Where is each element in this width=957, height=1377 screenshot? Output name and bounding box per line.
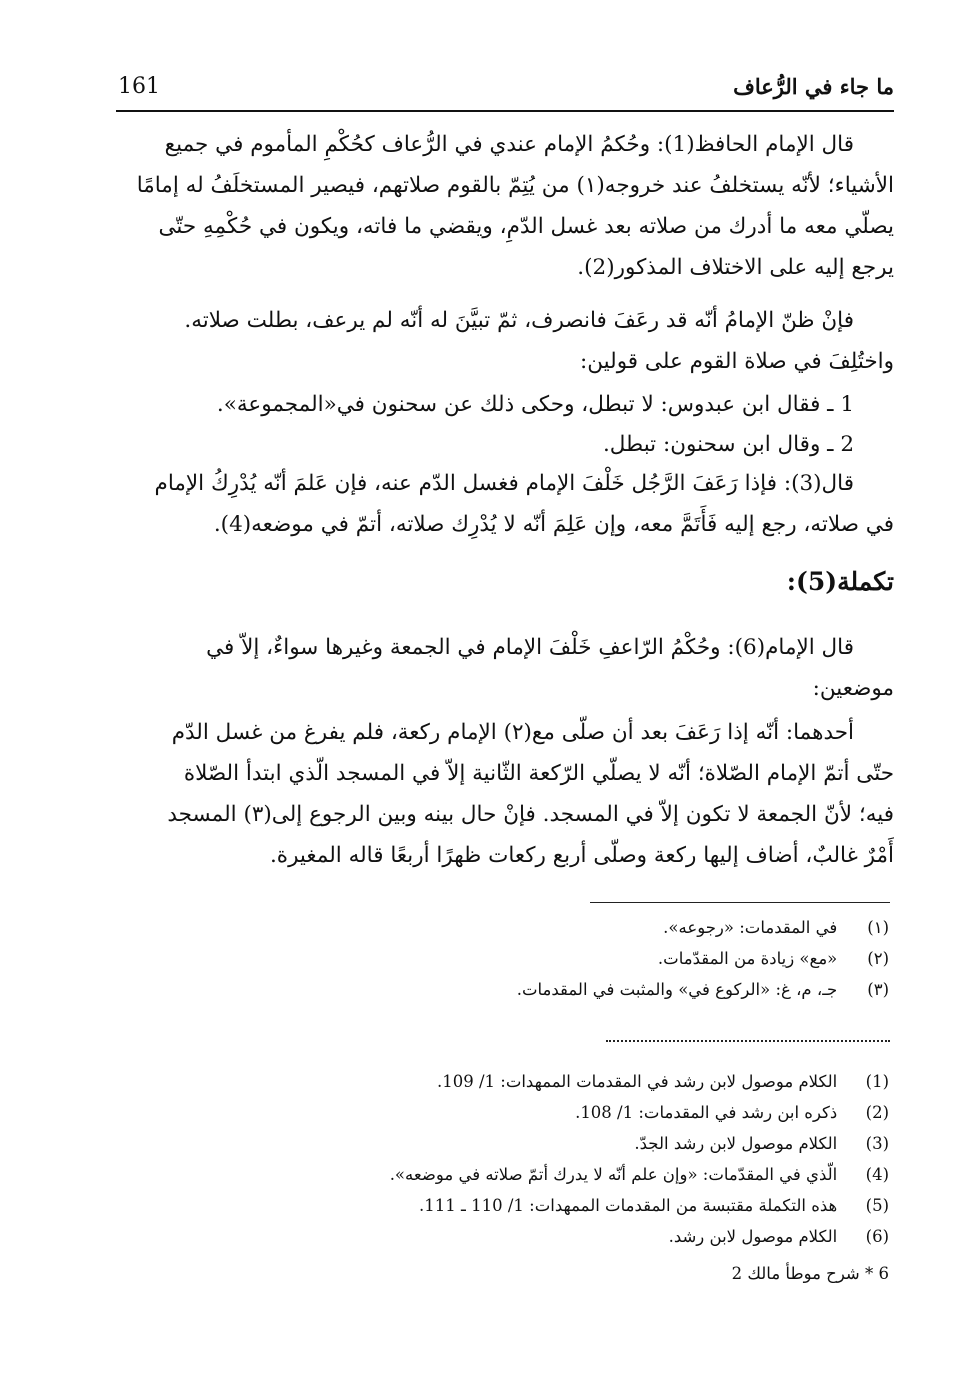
paragraph-imam-doubt bbox=[116, 300, 894, 382]
paragraph-hafiz bbox=[116, 124, 894, 288]
text-line: فيه؛ لأنّ الجمعة لا تكون إلاّ في المسجد. فإنْ حال بينه وبين الرجوع إلى(٣) المسجد bbox=[167, 802, 894, 827]
footnote-number: (4) bbox=[865, 1165, 889, 1184]
footnote-item bbox=[390, 1190, 889, 1221]
header-rule bbox=[116, 110, 894, 112]
footnote-text: جـ، م، غ: «الركوع في» والمثبت في المقدمات. bbox=[516, 980, 838, 999]
running-title: ما جاء في الرُّعاف bbox=[733, 74, 894, 99]
footnote-text: الكلام موصول لابن رشد الجدّ. bbox=[634, 1134, 838, 1153]
footnote-number: (2) bbox=[865, 1103, 889, 1122]
paragraph-imam-friday bbox=[116, 627, 894, 709]
text-line: أحدهما: أنّه إذا رَعَفَ بعد أن صلّى مع(٢) الإمام ركعة، فلم يفرغ من غسل الدّم bbox=[171, 720, 854, 745]
signature-mark: 6 * شرح موطأ مالك 2 bbox=[731, 1264, 889, 1283]
text-line: 2 ـ وقال ابن سحنون: تبطل. bbox=[602, 432, 854, 457]
footnote-text: الكلام موصول لابن رشد في المقدمات الممهدات: 1/ 109. bbox=[436, 1072, 838, 1091]
footnote-number: (٢) bbox=[867, 949, 889, 968]
paragraph-first-case bbox=[116, 712, 894, 876]
text-line: واختُلِفَ في صلاة القوم على قولين: bbox=[580, 349, 894, 374]
text-line: يرجع إليه على الاختلاف المذكور(2). bbox=[577, 255, 894, 280]
footnote-item bbox=[517, 974, 889, 1005]
text-line: قال الإمام(6): وحُكْمُ الرّاعفِ خَلْفَ الإمام في الجمعة وغيرها سواءٌ، إلاّ في bbox=[206, 635, 854, 660]
footnote-item bbox=[517, 943, 889, 974]
text-line: يصلّي معه ما أدرك من صلاته بعد غسل الدّمِ، ويقضي ما فاته، ويكون في حُكْمِهِ حتّى bbox=[158, 214, 894, 239]
text-line: قال الإمام الحافظ(1): وحُكمُ الإمام عندي في الرُّعاف كحُكْمِ المأموم في جميع bbox=[164, 132, 854, 157]
footnote-number: (5) bbox=[865, 1196, 889, 1215]
footnote-text: هذه التكملة مقتبسة من المقدمات الممهدات: 1/ 110 ـ 111. bbox=[419, 1196, 838, 1215]
text-line: حتّى أتمّ الإمام الصّلاة؛ أنّه لا يصلّي الرّكعة الثّانية إلاّ في المسجد الّذي ابتدأ الصّلاة bbox=[183, 761, 894, 786]
text-line: الأشياء؛ لأنّه يستخلفُ عند خروجه(١) من يُتِمّ بالقوم صلاتهم، فيصير المستخلَفُ له إمامًا bbox=[136, 173, 894, 198]
opinion-two bbox=[116, 424, 894, 465]
text-line: فإنْ ظنّ الإمامُ أنّه قد رعَفَ فانصرف، ثمّ تبيَّنَ له أنّه لم يرعف، بطلت صلاته. bbox=[184, 308, 854, 333]
footnote-item bbox=[390, 1159, 889, 1190]
footnote-item bbox=[517, 912, 889, 943]
footnote-item bbox=[390, 1097, 889, 1128]
footnote-number: (6) bbox=[865, 1227, 889, 1246]
footnote-item bbox=[390, 1066, 889, 1097]
footnote-number: (3) bbox=[865, 1134, 889, 1153]
footnote-number: (1) bbox=[865, 1072, 889, 1091]
footnote-rule bbox=[590, 902, 890, 903]
text-line: أَمْرٌ غالبٌ، أضاف إليها ركعة وصلّى أربع ركعات ظهرًا أربعًا قاله المغيرة. bbox=[269, 843, 894, 868]
manuscript-footnotes bbox=[517, 912, 889, 1005]
text-line: موضعين: bbox=[812, 676, 894, 701]
footnote-item bbox=[390, 1128, 889, 1159]
editor-footnotes bbox=[390, 1066, 889, 1252]
dotted-separator bbox=[606, 1040, 890, 1042]
footnote-text: ذكره ابن رشد في المقدمات: 1/ 108. bbox=[575, 1103, 838, 1122]
paragraph-follower bbox=[116, 463, 894, 545]
text-line: 1 ـ فقال ابن عبدوس: لا تبطل، وحكى ذلك عن سحنون في«المجموعة». bbox=[216, 392, 854, 417]
footnote-number: (٣) bbox=[867, 980, 889, 999]
footnote-item bbox=[390, 1221, 889, 1252]
section-heading: تكملة(5): bbox=[786, 567, 894, 596]
footnote-text: «مع» زيادة من المقدّمات. bbox=[657, 949, 838, 968]
page-number: 161 bbox=[118, 74, 160, 99]
footnote-text: الّذي في المقدّمات: «وإن علم أنّه لا يدرك أتمّ صلاته في موضعه». bbox=[389, 1165, 838, 1184]
footnote-text: في المقدمات: «رجوعه». bbox=[663, 918, 838, 937]
opinion-one bbox=[116, 384, 894, 425]
text-line: في صلاته، رجع إليه فَأَتَمَّ معه، وإن عَلِمَ أنّه لا يُدْرِك صلاته، أتمّ في موضعه(4). bbox=[213, 512, 894, 537]
text-line: قال(3): فإذا رَعَفَ الرَّجُل خَلْفَ الإمام فغسل الدّم عنه، فإن عَلمَ أنّه يُدْرِكُ الإمام bbox=[154, 471, 854, 496]
footnote-text: الكلام موصول لابن رشد. bbox=[668, 1227, 838, 1246]
footnote-number: (١) bbox=[867, 918, 889, 937]
